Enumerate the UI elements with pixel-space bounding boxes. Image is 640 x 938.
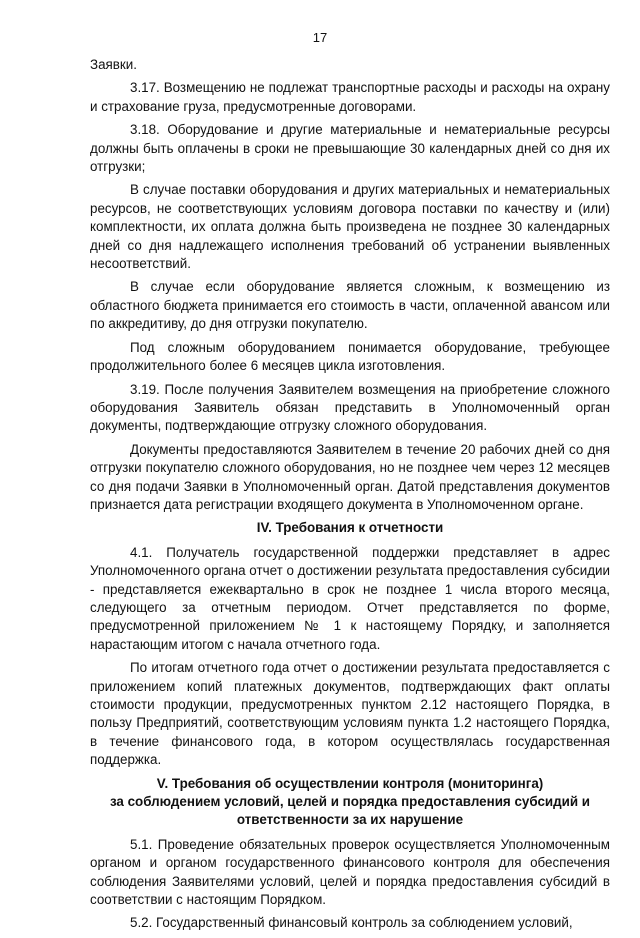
page-number: 17 bbox=[312, 30, 328, 45]
paragraph: В случае поставки оборудования и других материальных и нематериальных ресурсов, не соответствующих условиям договора поставки по качеству и (или) комплектности, их оплата должна быть произведена не позднее 30 календарных дней со дня надлежащего исполнения требований об устранении выявленных несоответствий. bbox=[90, 182, 610, 272]
heading-line: за соблюдением условий, целей и порядка предоставления субсидий и bbox=[109, 794, 591, 810]
paragraph: В случае если оборудование является сложным, к возмещению из областного бюджета принимается его стоимость в части, оплаченной авансом или по аккредитиву, до дня отгрузки покупателю. bbox=[90, 279, 610, 332]
paragraph: Документы предоставляются Заявителем в течение 20 рабочих дней со дня отгрузки покупателю сложного оборудования, но не позднее чем через 12 месяцев со дня подачи Заявки в Уполномоченный орган. Датой представления документов признается дата регистрации входящего документа в Уполномоченном органе. bbox=[90, 441, 610, 512]
paragraph-group bbox=[90, 56, 610, 514]
paragraph: По итогам отчетного года отчет о достижении результата предоставляется с приложением копий платежных документов, подтверждающих факт оплаты стоимости продукции, предусмотренных пунктом 2.12 настоящего Порядка, в пользу Предприятий, соответствующим условиям пункта 1.2 настоящего Порядка, в течение финансового года, в котором осуществлялась государственная поддержка. bbox=[90, 660, 610, 768]
paragraph: 3.17. Возмещению не подлежат транспортные расходы и расходы на охрану и страхование груза, предусмотренные договорами. bbox=[90, 80, 610, 114]
paragraph: Заявки. bbox=[90, 57, 137, 72]
paragraph: 4.1. Получатель государственной поддержки представляет в адрес Уполномоченного органа отчет о достижении результата предоставления субсидии - представляется ежеквартально в срок не позднее 1 числа второго месяца, следующего за отчетным периодом. Отчет представляется по форме, предусмотренной приложением № 1 к настоящему Порядку, и заполняется нарастающим итогом с начала отчетного года. bbox=[90, 544, 610, 652]
paragraph: Под сложным оборудованием понимается оборудование, требующее продолжительного более 6 месяцев цикла изготовления. bbox=[90, 339, 610, 374]
heading-line: V. Требования об осуществлении контроля (мониторинга) bbox=[156, 775, 544, 791]
paragraph: 5.2. Государственный финансовый контроль за соблюдением условий, bbox=[130, 915, 573, 931]
paragraph: 3.19. После получения Заявителем возмещения на приобретение сложного оборудования Заявитель обязан представить в Уполномоченный орган документы, подтверждающие отгрузку сложного оборудования. bbox=[90, 381, 610, 434]
paragraph: 3.18. Оборудование и другие материальные и нематериальные ресурсы должны быть оплачены в сроки не превышающие 30 календарных дней со дня их отгрузки; bbox=[90, 122, 610, 175]
paragraph-group bbox=[90, 836, 610, 933]
section-heading-v bbox=[90, 775, 610, 830]
document-body bbox=[90, 56, 610, 938]
section-heading-iv: IV. Требования к отчетности bbox=[256, 520, 444, 536]
paragraph: 5.1. Проведение обязательных проверок осуществляется Уполномоченным органом и органом государственного финансового контроля для обеспечения соблюдения Заявителями условий, целей и порядка предоставления субсидий в соответствии с настоящим Порядком. bbox=[90, 836, 610, 908]
paragraph-group bbox=[90, 544, 610, 770]
heading-line: ответственности за их нарушение bbox=[236, 812, 464, 828]
